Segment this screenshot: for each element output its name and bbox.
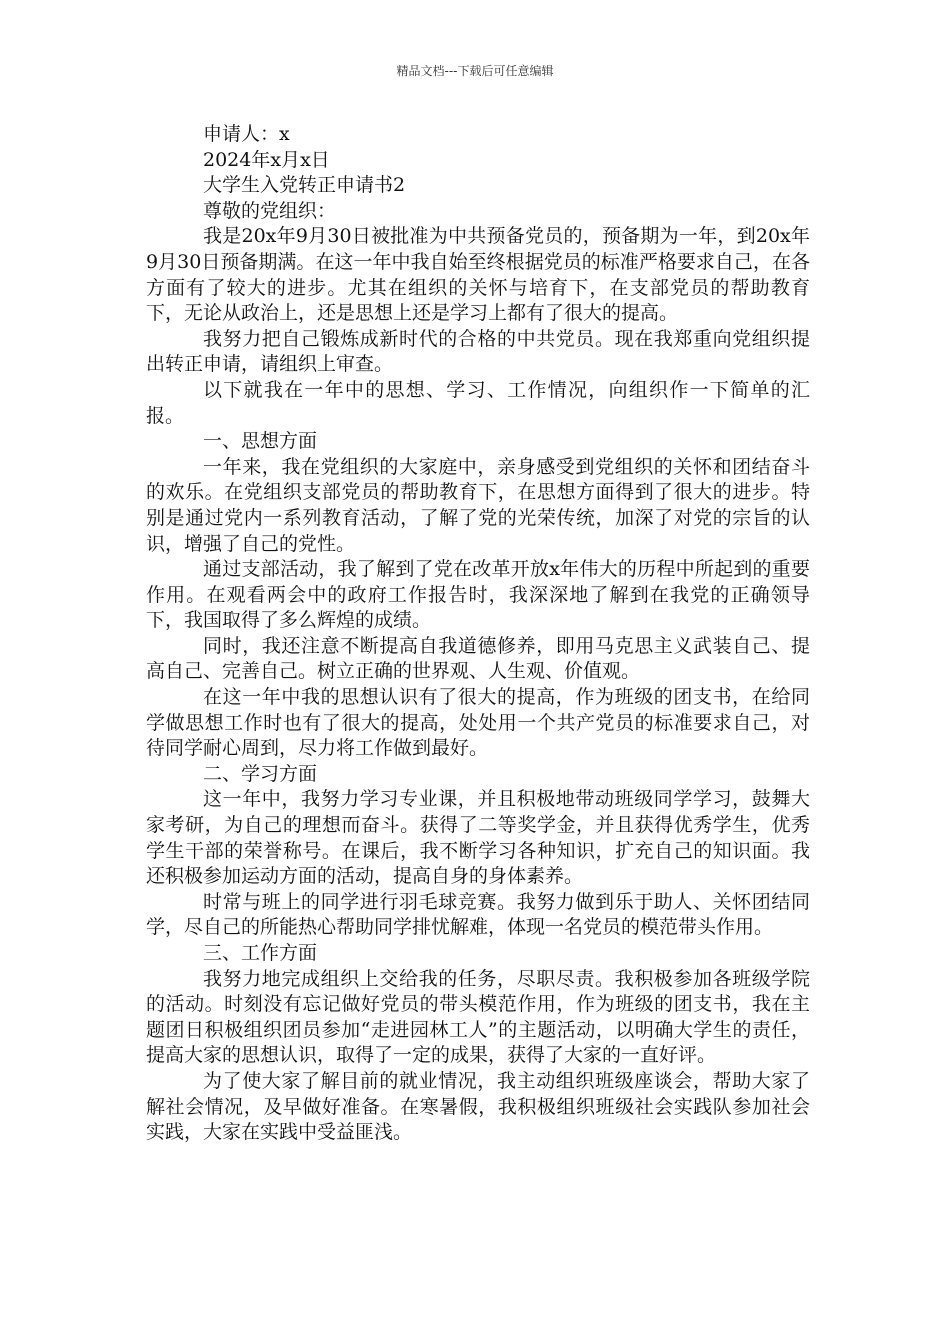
paragraph: 我努力地完成组织上交给我的任务，尽职尽责。我积极参加各班级学院的活动。时刻没有忘记做好党员的带头模范作用，作为班级的团支书，我在主题团日积极组织团员参加“走进园林工人”的主题活动，以明确大学生的责任，提高大家的思想认识，取得了一定的成果，获得了大家的一直好评。 [146, 967, 810, 1067]
document-body [146, 122, 810, 1146]
paragraph: 我是20x年9月30日被批准为中共预备党员的，预备期为一年，到20x年9月30日预备期满。在这一年中我自始至终根据党员的标准严格要求自己，在各方面有了较大的进步。尤其在组织的关怀与培育下，在支部党员的帮助教育下，无论从政治上，还是思想上还是学习上都有了很大的提高。 [146, 225, 810, 325]
document-title: 大学生入党转正申请书2 [203, 174, 406, 197]
salutation: 尊敬的党组织： [203, 199, 337, 222]
date-line: 2024年x月x日 [203, 148, 330, 171]
section-heading-thought: 一、思想方面 [203, 430, 318, 453]
section-heading-study: 二、学习方面 [203, 762, 318, 785]
applicant-line: 申请人：x [203, 123, 290, 145]
paragraph: 在这一年中我的思想认识有了很大的提高，作为班级的团支书，在给同学做思想工作时也有了很大的提高，处处用一个共产党员的标准要求自己，对待同学耐心周到，尽力将工作做到最好。 [146, 686, 810, 760]
paragraph: 以下就我在一年中的思想、学习、工作情况，向组织作一下简单的汇报。 [146, 378, 810, 427]
section-heading-work: 三、工作方面 [203, 942, 318, 964]
paragraph: 这一年中，我努力学习专业课，并且积极地带动班级同学学习，鼓舞大家考研，为自己的理想而奋斗。获得了二等奖学金，并且获得优秀学生，优秀学生干部的荣誉称号。在课后，我不断学习各种知识，扩充自己的知识面。我还积极参加运动方面的活动，提高自身的身体素养。 [146, 788, 810, 888]
paragraph: 我努力把自己锻炼成新时代的合格的中共党员。现在我郑重向党组织提出转正申请，请组织上审查。 [146, 327, 810, 376]
paragraph: 通过支部活动，我了解到了党在改革开放x年伟大的历程中所起到的重要作用。在观看两会中的政府工作报告时，我深深地了解到在我党的正确领导下，我国取得了多么辉煌的成绩。 [146, 558, 810, 632]
paragraph: 一年来，我在党组织的大家庭中，亲身感受到党组织的关怀和团结奋斗的欢乐。在党组织支部党员的帮助教育下，在思想方面得到了很大的进步。特别是通过党内一系列教育活动，了解了党的光荣传统，加深了对党的宗旨的认识，增强了自己的党性。 [146, 455, 810, 555]
paragraph: 时常与班上的同学进行羽毛球竞赛。我努力做到乐于助人、关怀团结同学，尽自己的所能热心帮助同学排忧解难，体现一名党员的模范带头作用。 [146, 890, 810, 939]
page-header-watermark: 精品文档---下载后可任意编辑 [396, 64, 554, 78]
paragraph: 同时，我还注意不断提高自我道德修养，即用马克思主义武装自己、提高自己、完善自己。树立正确的世界观、人生观、价值观。 [146, 634, 810, 683]
paragraph: 为了使大家了解目前的就业情况，我主动组织班级座谈会，帮助大家了解社会情况，及早做好准备。在寒暑假，我积极组织班级社会实践队参加社会实践，大家在实践中受益匪浅。 [146, 1069, 810, 1144]
